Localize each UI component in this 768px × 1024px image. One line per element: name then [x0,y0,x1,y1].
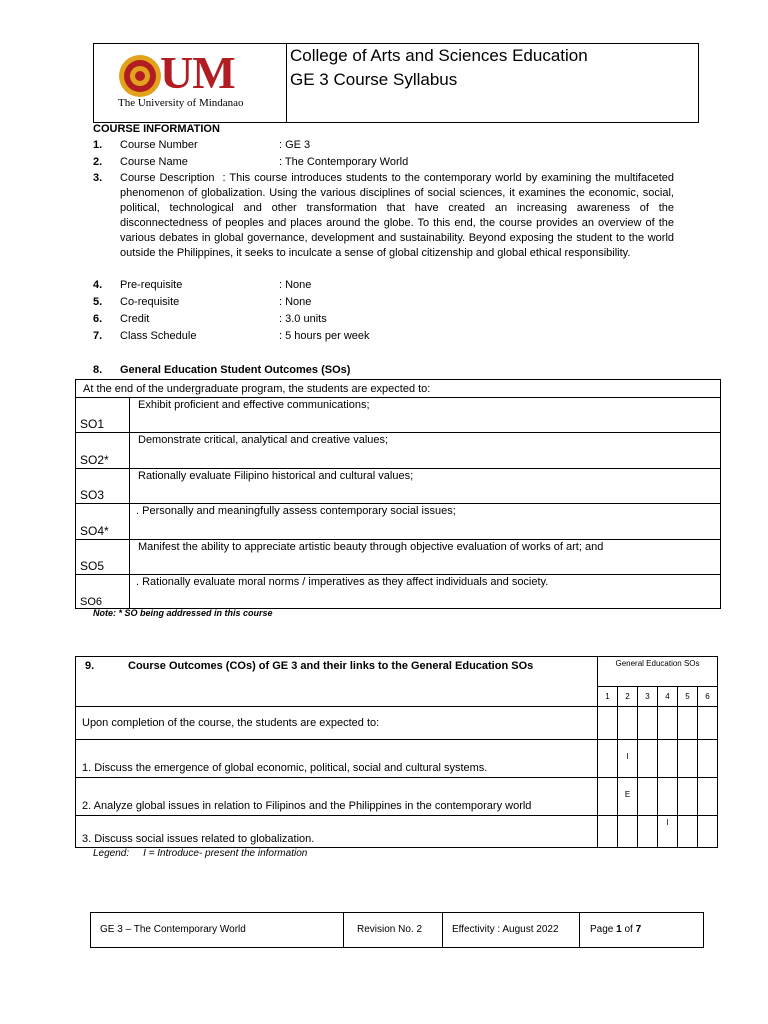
page-of: of [624,924,633,935]
mark-cell [618,816,638,848]
so-column-header: 4 [658,687,678,707]
section-number: 9. [85,660,95,672]
legend-text: I = Introduce- present the information [143,848,308,859]
so-statement: Demonstrate critical, analytical and creative values; [130,433,721,469]
item-number: 7. [93,330,103,342]
item-number: 5. [93,296,103,308]
mark-cell [598,778,618,816]
co-heading-cell [76,657,598,707]
so-code: SO4* [76,504,130,540]
page-prefix: Page [590,924,614,935]
university-name: The University of Mindanao [118,97,244,109]
mark-cell: I [658,816,678,848]
so-note [93,608,273,618]
so-statement: . Rationally evaluate moral norms / imperatives as they affect individuals and society. [130,575,721,609]
so-statement: Rationally evaluate Filipino historical and cultural values; [130,469,721,504]
item-value: : GE 3 [279,139,311,151]
table-row [76,740,718,778]
footer-revision: Revision No. 2 [344,913,443,947]
mark-cell [698,816,718,848]
so-statement: . Personally and meaningfully assess contemporary social issues; [130,504,721,540]
so-column-header: 5 [678,687,698,707]
so-code: SO2* [76,433,130,469]
so-code: SO6 [76,575,130,609]
table-row [76,398,721,433]
mark-cell [678,778,698,816]
table-row [76,816,718,848]
mark-cell [638,707,658,740]
mark-cell: E [618,778,638,816]
table-row [76,778,718,816]
so-code: SO3 [76,469,130,504]
syllabus-header [93,43,699,123]
table-row [76,657,718,687]
table-row [76,575,721,609]
section-title: General Education Student Outcomes (SOs) [120,364,351,376]
mark-cell [678,740,698,778]
course-outcome: 3. Discuss social issues related to globalization. [76,816,598,848]
footer-page-number [580,913,703,947]
item-number: 3. [93,172,103,184]
footer-effectivity: Effectivity : August 2022 [443,913,580,947]
course-outcomes-table [75,656,718,848]
so-code: SO5 [76,540,130,575]
so-intro: At the end of the undergraduate program, the students are expected to: [76,380,721,398]
section-number: 8. [93,364,103,376]
item-value: : This course introduces students to the contemporary world by examining the multifaceted phenomenon of globalization. Using the various disciplines of social sciences, it examines the economic, social, political, technological and other transformation that have created an increasing awareness of the disconnectedness of peoples and places around the globe. To this end, the course provides an overview of the various debates in global governance, development and sustainability. Beyond exposing the student to the world outside the Philippines, it seeks to inculcate a sense of global citizenship and global ethical responsibility. [120,172,674,259]
item-label: Credit [120,313,150,325]
mark-cell [698,740,718,778]
course-outcome: 1. Discuss the emergence of global economic, political, social and cultural systems. [76,740,598,778]
table-row [76,433,721,469]
mark-cell [638,778,658,816]
mark-cell [698,778,718,816]
table-row [76,380,721,398]
item-label: Pre-requisite [120,279,183,291]
section-title: Course Outcomes (COs) of GE 3 and their links to the General Education SOs [128,660,534,672]
item-number: 4. [93,279,103,291]
mark-cell [658,778,678,816]
table-row [76,540,721,575]
co-intro: Upon completion of the course, the students are expected to: [76,707,598,740]
item-label: Course Name [120,156,188,168]
so-column-header: 3 [638,687,658,707]
legend-label: Legend: [93,848,130,859]
item-number: 1. [93,139,103,151]
so-group-header: General Education SOs [598,657,718,687]
note-text: * SO being addressed in this course [118,608,273,618]
table-row [76,707,718,740]
page-footer [90,912,704,948]
table-row [76,469,721,504]
co-legend [93,848,307,859]
item-value: : None [279,279,312,291]
um-logo-letters: UM [160,47,235,98]
mark-cell: I [618,740,638,778]
syllabus-title: GE 3 Course Syllabus [290,70,458,89]
item-value: : None [279,296,312,308]
footer-course: GE 3 – The Contemporary World [91,913,344,947]
item-label: Course Number [120,139,198,151]
mark-cell [598,816,618,848]
item-value: : The Contemporary World [279,156,409,168]
course-outcome: 2. Analyze global issues in relation to Filipinos and the Philippines in the contemporary world [76,778,598,816]
so-code: SO1 [76,398,130,433]
mark-cell [658,740,678,778]
mark-cell [638,740,658,778]
mark-cell [598,707,618,740]
mark-cell [678,816,698,848]
table-row [76,504,721,540]
so-column-header: 6 [698,687,718,707]
item-value: : 3.0 units [279,313,327,325]
logo-cell [94,44,287,122]
student-outcomes-table [75,379,721,609]
item-number: 6. [93,313,103,325]
mark-cell [638,816,658,848]
item-label: Class Schedule [120,330,197,342]
page-total: 7 [635,924,642,935]
mark-cell [678,707,698,740]
university-seal-icon [118,54,162,98]
mark-cell [698,707,718,740]
course-description [120,171,674,261]
mark-cell [598,740,618,778]
mark-cell [658,707,678,740]
item-number: 2. [93,156,103,168]
so-column-header: 1 [598,687,618,707]
so-statement: Manifest the ability to appreciate artistic beauty through objective evaluation of works of art; and [130,540,721,575]
mark-cell [618,707,638,740]
college-title: College of Arts and Sciences Education [290,46,588,65]
course-information-heading: COURSE INFORMATION [93,123,220,135]
item-value: : 5 hours per week [279,330,370,342]
so-statement: Exhibit proficient and effective communications; [130,398,721,433]
item-label: Co-requisite [120,296,180,308]
note-label: Note: [93,608,116,618]
so-column-header: 2 [618,687,638,707]
item-label: Course Description [120,172,215,184]
page-current: 1 [616,924,622,935]
